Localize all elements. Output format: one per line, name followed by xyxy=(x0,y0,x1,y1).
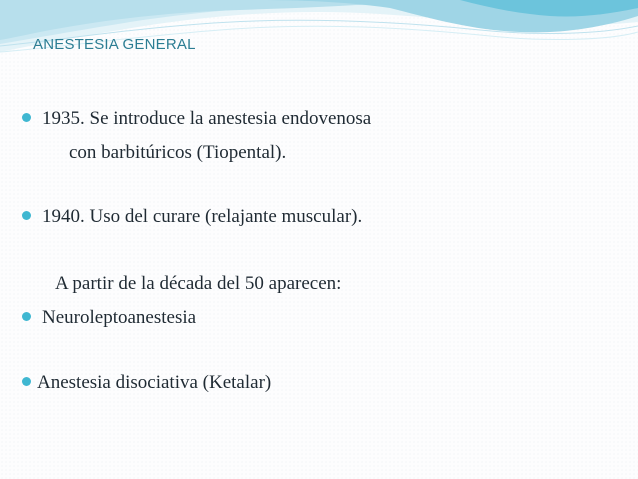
bullet-icon xyxy=(22,312,31,321)
bullet-icon xyxy=(22,211,31,220)
list-item-text: Anestesia disociativa (Ketalar) xyxy=(37,372,272,393)
list-item-text: Neuroleptoanestesia xyxy=(42,307,197,328)
slide-title: ANESTESIA GENERAL xyxy=(33,36,196,53)
list-item-text: 1940. Uso del curare (relajante muscular). xyxy=(42,206,363,227)
list-item-continuation: con barbitúricos (Tiopental). xyxy=(69,142,287,163)
list-item-text: 1935. Se introduce la anestesia endovenosa xyxy=(42,108,372,129)
bullet-icon xyxy=(22,377,31,386)
list-item xyxy=(22,108,371,130)
list-item xyxy=(22,206,362,228)
list-item xyxy=(22,307,196,329)
list-item xyxy=(22,372,271,394)
bullet-icon xyxy=(22,113,31,122)
subheading-text: A partir de la década del 50 aparecen: xyxy=(55,273,342,294)
